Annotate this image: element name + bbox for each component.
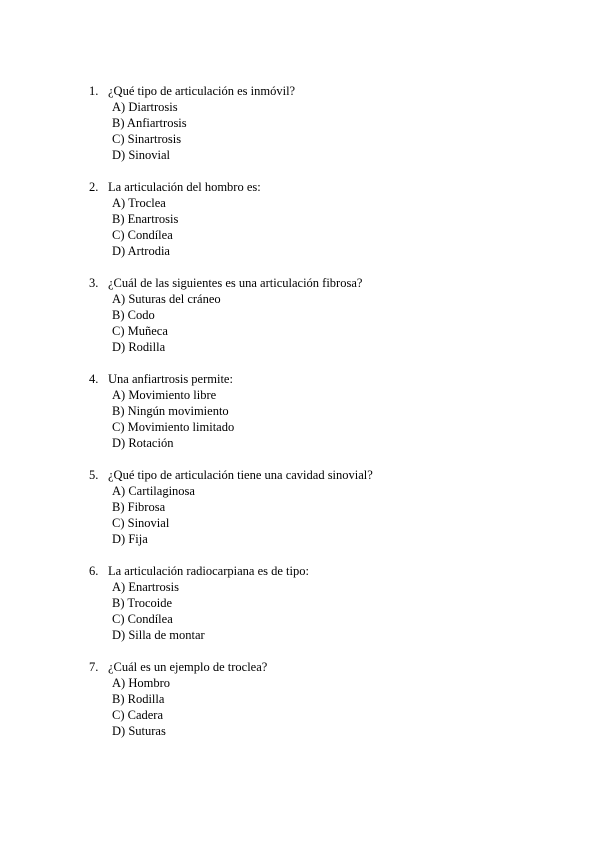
option-c: C) Sinartrosis: [112, 132, 182, 146]
question-number: 1.: [89, 84, 99, 98]
option-d: D) Artrodia: [112, 244, 170, 258]
question-text: Una anfiartrosis permite:: [108, 372, 233, 386]
option-c: C) Condílea: [112, 612, 173, 626]
option-b: B) Trocoide: [112, 596, 173, 610]
question-text: La articulación del hombro es:: [108, 180, 261, 194]
option-b: B) Anfiartrosis: [112, 116, 187, 130]
question-item: [0, 275, 600, 371]
option-d: D) Fija: [112, 532, 148, 546]
option-a: A) Movimiento libre: [112, 388, 217, 402]
option-list: [112, 579, 205, 643]
question-number: 2.: [89, 180, 99, 194]
option-a: A) Enartrosis: [112, 580, 179, 594]
option-list: [112, 483, 195, 547]
option-b: B) Rodilla: [112, 692, 165, 706]
question-number: 4.: [89, 372, 99, 386]
option-a: A) Hombro: [112, 676, 170, 690]
option-c: C) Cadera: [112, 708, 164, 722]
question-text: ¿Cuál de las siguientes es una articulación fibrosa?: [108, 276, 363, 290]
question-number: 5.: [89, 468, 99, 482]
question-text: ¿Qué tipo de articulación es inmóvil?: [108, 84, 296, 98]
option-b: B) Ningún movimiento: [112, 404, 229, 418]
option-a: A) Cartilaginosa: [112, 484, 195, 498]
option-d: D) Rotación: [112, 436, 174, 450]
question-text: ¿Cuál es un ejemplo de troclea?: [108, 660, 268, 674]
option-a: A) Diartrosis: [112, 100, 178, 114]
question-text: La articulación radiocarpiana es de tipo:: [108, 564, 309, 578]
option-d: D) Sinovial: [112, 148, 170, 162]
question-item: [0, 563, 600, 659]
option-a: A) Troclea: [112, 196, 166, 210]
option-c: C) Condílea: [112, 228, 173, 242]
question-number: 6.: [89, 564, 99, 578]
option-a: A) Suturas del cráneo: [112, 292, 221, 306]
question-number: 3.: [89, 276, 99, 290]
question-item: [0, 467, 600, 563]
option-c: C) Muñeca: [112, 324, 168, 338]
option-list: [112, 99, 187, 163]
option-list: [112, 195, 178, 259]
option-c: C) Movimiento limitado: [112, 420, 235, 434]
option-list: [112, 387, 234, 451]
question-item: [0, 179, 600, 275]
option-list: [112, 291, 221, 355]
option-d: D) Suturas: [112, 724, 166, 738]
question-list: [0, 83, 600, 755]
question-item: [0, 659, 600, 755]
option-list: [112, 675, 170, 739]
option-d: D) Rodilla: [112, 340, 166, 354]
question-item: [0, 371, 600, 467]
option-b: B) Fibrosa: [112, 500, 166, 514]
question-item: [0, 83, 600, 179]
option-b: B) Enartrosis: [112, 212, 179, 226]
question-text: ¿Qué tipo de articulación tiene una cavidad sinovial?: [108, 468, 373, 482]
question-number: 7.: [89, 660, 99, 674]
option-d: D) Silla de montar: [112, 628, 205, 642]
option-c: C) Sinovial: [112, 516, 170, 530]
option-b: B) Codo: [112, 308, 155, 322]
